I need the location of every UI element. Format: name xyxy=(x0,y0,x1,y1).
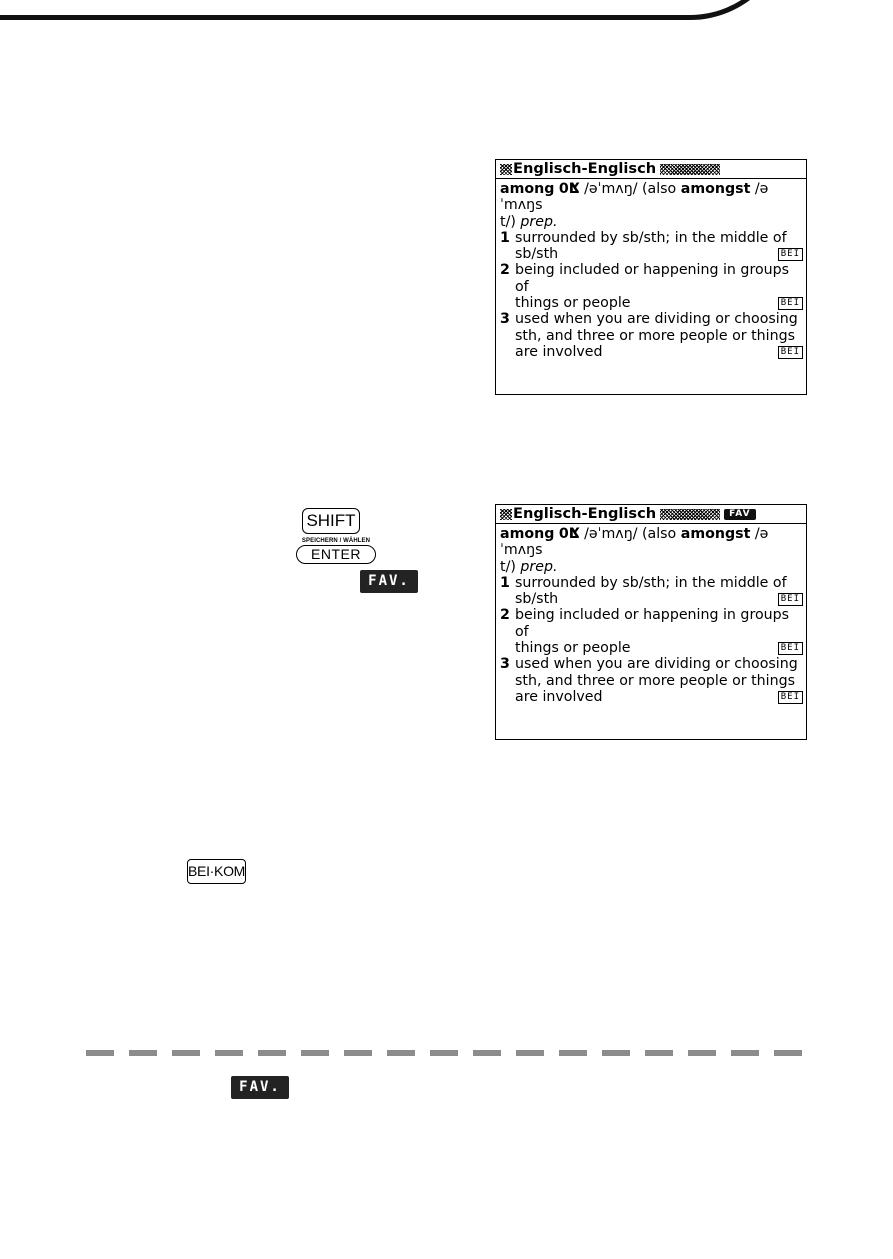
also-label: (also xyxy=(642,181,677,197)
pron-end: t/) xyxy=(500,213,516,230)
hatch-pattern-icon xyxy=(500,509,512,520)
sense-text: are involved xyxy=(515,343,603,360)
sense-number: 2 xyxy=(500,262,510,279)
entry-head-line xyxy=(500,181,803,214)
sense-text: are involved xyxy=(515,688,603,705)
sense-1 xyxy=(500,230,803,263)
sense-2 xyxy=(500,262,803,311)
dictionary-screen-after xyxy=(495,504,807,740)
sense-text: used when you are dividing or choosing xyxy=(515,656,798,673)
entry-head-line xyxy=(500,526,803,559)
screen-header xyxy=(496,505,806,524)
entry-pos-line xyxy=(500,214,803,230)
key-icon: 0ⴿ xyxy=(558,526,580,542)
bei-tag: BEI xyxy=(778,593,803,606)
sense-1 xyxy=(500,575,803,608)
entry-pos-line xyxy=(500,559,803,575)
headword: among xyxy=(500,181,555,197)
bei-tag: BEI xyxy=(778,642,803,655)
sense-number: 3 xyxy=(500,656,510,673)
bei-kom-key[interactable]: BEI·KOM xyxy=(187,859,246,884)
fav-badge: FAV. xyxy=(231,1076,289,1099)
part-of-speech: prep. xyxy=(520,558,558,575)
shift-key[interactable]: SHIFT xyxy=(302,508,360,534)
also-label: (also xyxy=(642,526,677,542)
sense-text: sb/sth xyxy=(515,591,559,608)
pronunciation: /əˈmʌŋ/ xyxy=(584,526,638,542)
variant-pronunciation: /əˈmʌŋs xyxy=(500,181,769,214)
enter-key-caption: SPEICHERN / WÄHLEN xyxy=(301,538,371,544)
sense-text: surrounded by sb/sth; in the middle of xyxy=(515,574,787,591)
dictionary-title: Englisch-Englisch xyxy=(513,159,657,177)
corner-arc xyxy=(0,0,790,20)
variant-pronunciation: /əˈmʌŋs xyxy=(500,526,769,559)
sense-number: 2 xyxy=(500,607,510,624)
sense-number: 3 xyxy=(500,311,510,328)
sense-number: 1 xyxy=(500,574,510,591)
bei-tag: BEI xyxy=(778,297,803,310)
sense-2 xyxy=(500,607,803,656)
fav-indicator: FAV xyxy=(724,509,755,520)
headword: among xyxy=(500,526,555,542)
sense-text: sb/sth xyxy=(515,246,559,263)
sense-text: sth, and three or more people or things xyxy=(515,327,796,344)
sense-text: being included or happening in groups of xyxy=(515,607,790,640)
pronunciation: /əˈmʌŋ/ xyxy=(584,181,638,197)
pron-end: t/) xyxy=(500,558,516,575)
sense-3 xyxy=(500,656,803,705)
part-of-speech: prep. xyxy=(520,213,558,230)
variant-headword: amongst xyxy=(680,526,751,542)
sense-text: surrounded by sb/sth; in the middle of xyxy=(515,229,787,246)
hatch-pattern-icon xyxy=(660,509,720,520)
sense-number: 1 xyxy=(500,229,510,246)
sense-text: things or people xyxy=(515,640,631,657)
hatch-pattern-icon xyxy=(500,164,512,175)
bei-tag: BEI xyxy=(778,248,803,261)
screen-header xyxy=(496,160,806,179)
fav-badge: FAV. xyxy=(360,570,418,593)
sense-text: sth, and three or more people or things xyxy=(515,672,796,689)
sense-text: used when you are dividing or choosing xyxy=(515,311,798,328)
enter-key[interactable]: ENTER xyxy=(296,545,376,564)
dictionary-screen-before xyxy=(495,159,807,395)
dictionary-title: Englisch-Englisch xyxy=(513,504,657,522)
bei-tag: BEI xyxy=(778,691,803,704)
bei-tag: BEI xyxy=(778,346,803,359)
key-icon: 0ⴿ xyxy=(558,181,580,197)
variant-headword: amongst xyxy=(680,181,751,197)
sense-text: things or people xyxy=(515,295,631,312)
sense-3 xyxy=(500,311,803,360)
hatch-pattern-icon xyxy=(660,164,720,175)
dashed-divider xyxy=(86,1050,808,1056)
sense-text: being included or happening in groups of xyxy=(515,262,790,295)
